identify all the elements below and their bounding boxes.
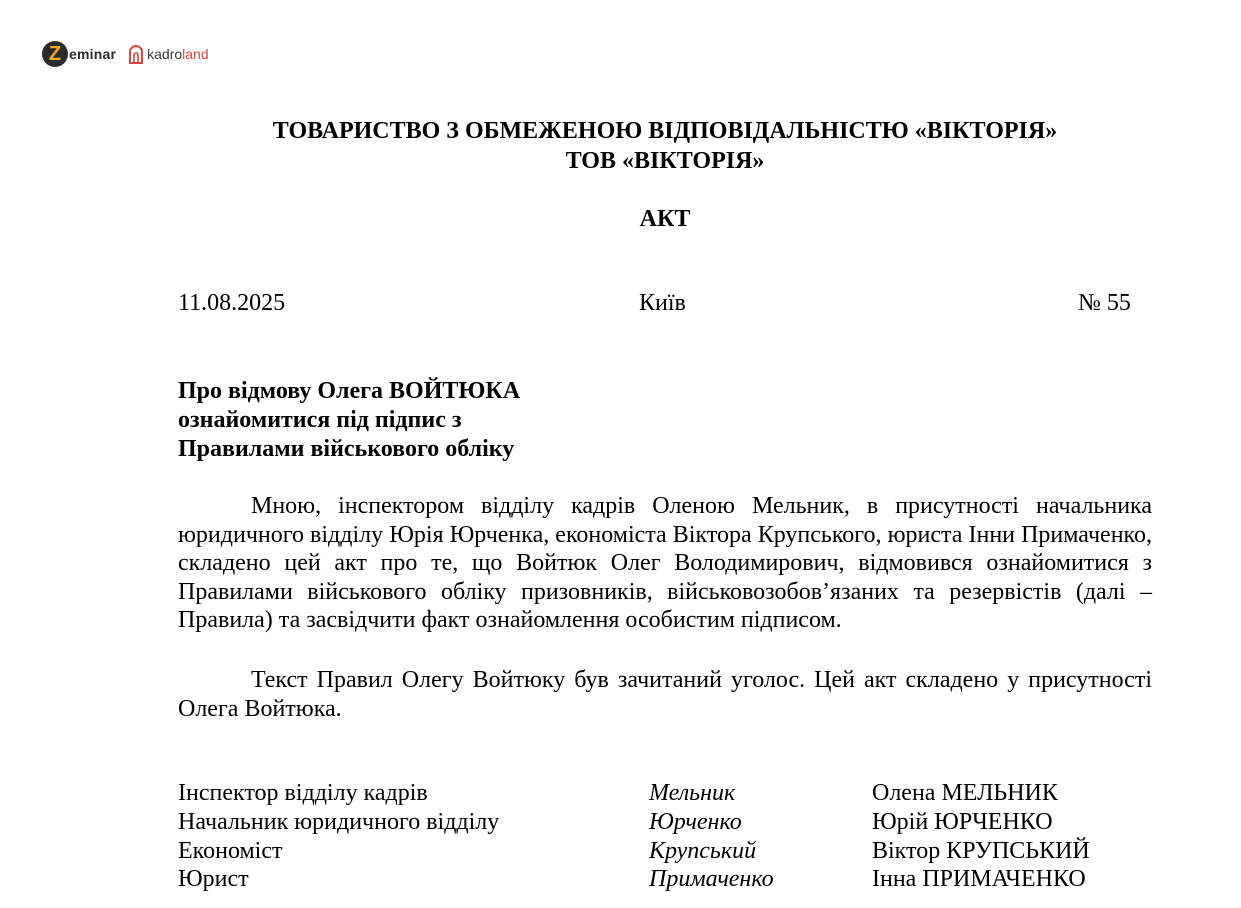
signature-row (178, 866, 1178, 894)
body-paragraph: Мною, інспектором відділу кадрів Оленою Мельник, в присутності начальника юридичного відділу Юрія Юрченка, економіста Віктора Крупського, юриста Інни Примаченко, складено цей акт про те, що Войтюк Олег Володимирович, відмовився ознайомитися з Правилами військового обліку призовників, військовозобов’язаних та резервістів (далі – Правила) та засвідчити факт ознайомлення особистим підписом. (178, 493, 1152, 633)
org-full-name: ТОВАРИСТВО З ОБМЕЖЕНОЮ ВІДПОВІДАЛЬНІСТЮ «ВІКТОРІЯ» (272, 118, 1058, 144)
document-type: АКТ (639, 206, 691, 232)
document-city: Київ (639, 290, 686, 316)
subject-line: Правилами військового обліку (178, 436, 515, 462)
signature-row (178, 809, 1178, 837)
signatory-position: Економіст (178, 838, 283, 864)
signature: Крупський (649, 838, 757, 864)
document-number: № 55 (1078, 290, 1131, 316)
signatory-position: Начальник юридичного відділу (178, 809, 500, 835)
signatory-position: Юрист (178, 866, 249, 892)
org-short-name: ТОВ «ВІКТОРІЯ» (565, 148, 765, 174)
kadroland-logo (128, 44, 209, 64)
document-date: 11.08.2025 (178, 290, 286, 316)
signatory-name: Юрій ЮРЧЕНКО (872, 809, 1053, 835)
signatory-name: Віктор КРУПСЬКИЙ (872, 838, 1090, 864)
logos (42, 40, 209, 68)
document-subject (178, 377, 678, 464)
signatory-position: Інспектор відділу кадрів (178, 780, 428, 806)
signatory-name: Олена МЕЛЬНИК (872, 780, 1058, 806)
body-paragraph: Текст Правил Олегу Войтюку був зачитаний уголос. Цей акт складено у присутності Олега Войтюка. (178, 667, 1152, 722)
kadroland-logo-icon (128, 44, 144, 64)
signatory-name: Інна ПРИМАЧЕНКО (872, 866, 1086, 892)
signature-row (178, 838, 1178, 866)
subject-line: ознайомитися під підпис з (178, 407, 462, 433)
subject-line: Про відмову Олега ВОЙТЮКА (178, 378, 521, 404)
kadroland-text-b: land (182, 46, 209, 62)
signature-row (178, 780, 1178, 808)
signature: Мельник (649, 780, 736, 806)
signature: Примаченко (649, 866, 774, 892)
kadroland-logo-text (147, 46, 209, 62)
zeminar-logo-icon: Z (42, 41, 68, 67)
kadroland-text-a: kadro (147, 46, 183, 62)
zeminar-logo (42, 41, 116, 67)
zeminar-logo-text: eminar (69, 46, 117, 62)
signature: Юрченко (649, 809, 742, 835)
